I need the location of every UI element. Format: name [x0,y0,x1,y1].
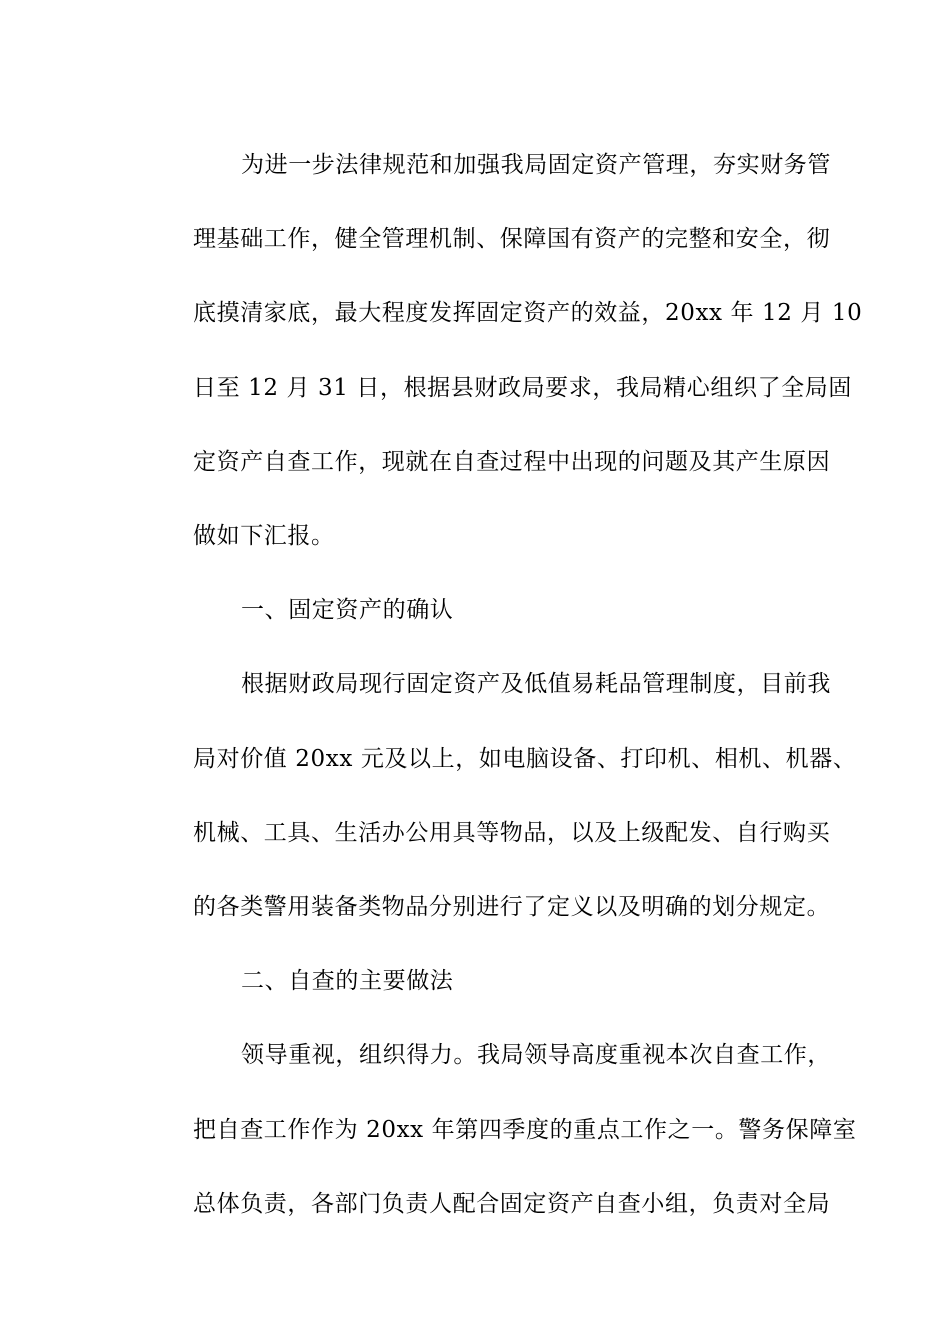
text-line: 底摸清家底，最大程度发挥固定资产的效益，20xx 年 12 月 10 [193,300,863,327]
text-line: 的各类警用装备类物品分别进行了定义以及明确的划分规定。 [193,894,831,921]
heading-text: 二、自查的主要做法 [241,968,454,995]
text-line: 根据财政局现行固定资产及低值易耗品管理制度，目前我 [241,671,831,698]
heading-text: 一、固定资产的确认 [241,597,454,624]
section-heading-1 [145,573,807,647]
text-line: 机械、工具、生活办公用具等物品，以及上级配发、自行购买 [193,819,831,846]
document-body [145,128,863,1241]
text-line: 为进一步法律规范和加强我局固定资产管理，夯实财务管 [241,152,831,178]
text-line: 做如下汇报。 [193,523,335,550]
paragraph-main-practices [145,1018,857,1241]
text-line: 领导重视，组织得力。我局领导高度重视本次自查工作， [241,1042,831,1069]
section-heading-2 [145,944,807,1018]
text-line: 定资产自查工作，现就在自查过程中出现的问题及其产生原因 [193,448,831,475]
text-line: 理基础工作，健全管理机制、保障国有资产的完整和安全，彻 [193,226,831,253]
text-line: 总体负责，各部门负责人配合固定资产自查小组，负责对全局 [193,1190,831,1217]
text-line: 局对价值 20xx 元及以上，如电脑设备、打印机、相机、机器、 [193,745,857,772]
text-line: 日至 12 月 31 日，根据县财政局要求，我局精心组织了全局固 [193,374,852,401]
paragraph-asset-definition [145,647,857,944]
paragraph-intro [145,128,863,573]
text-line: 把自查工作作为 20xx 年第四季度的重点工作之一。警务保障室 [193,1116,857,1143]
